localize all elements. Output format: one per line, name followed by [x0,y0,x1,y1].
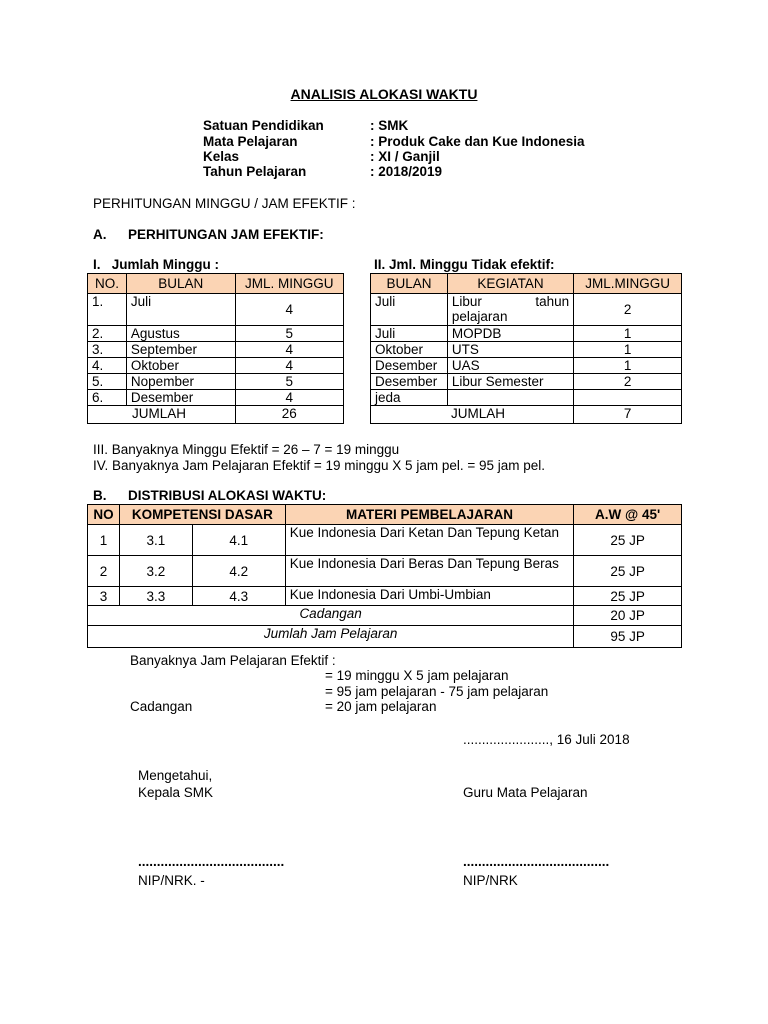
cell-kd3: 3.1 [119,525,192,556]
info-label-tahun: Tahun Pelajaran [203,164,307,179]
cell-jml: 1 [574,326,682,342]
summary-line3: = 95 jam pelajaran - 75 jam pelajaran [325,684,549,699]
table-row [371,326,682,342]
jumlah-value: 95 JP [574,626,682,648]
header-jml-minggu: JML. MINGGU [235,274,343,294]
cell-jml: 4 [235,390,343,406]
cell-kegiatan [447,390,573,406]
date-line: ......................., 16 Juli 2018 [463,732,630,747]
table2-heading: II. Jml. Minggu Tidak efektif: [374,257,555,272]
info-value-kelas: : XI / Ganjil [370,149,440,164]
summary-line2: = 19 minggu X 5 jam pelajaran [325,668,509,683]
cell-bulan: Desember [126,390,235,406]
table-row [88,525,682,556]
total-label: JUMLAH [371,406,574,424]
total-label: JUMLAH [88,406,236,424]
cell-jml: 4 [235,342,343,358]
perhitungan-heading: PERHITUNGAN MINGGU / JAM EFEKTIF : [93,196,356,211]
info-value-satuan: : SMK [370,118,409,133]
left-signature-line: ....................................... [138,854,285,869]
cell-no: 1. [88,294,127,326]
header-no: NO. [88,274,127,294]
distribusi-table [87,504,682,648]
cell-bulan: Oktober [126,358,235,374]
header-materi: MATERI PEMBELAJARAN [285,505,573,525]
header-bulan: BULAN [126,274,235,294]
cell-bulan: Desember [371,358,448,374]
info-label-satuan: Satuan Pendidikan [203,118,324,133]
jumlah-row [88,626,682,648]
total-value: 7 [574,406,682,424]
cell-aw: 25 JP [574,587,682,606]
cell-jml: 4 [235,294,343,326]
cell-bulan: Juli [371,294,448,326]
left-nip: NIP/NRK. - [138,873,205,888]
cell-aw: 25 JP [574,556,682,587]
info-label-kelas: Kelas [203,149,240,164]
cell-jml: 2 [574,374,682,390]
table-row [371,358,682,374]
cell-kd3: 3.2 [119,556,192,587]
cell-materi: Kue Indonesia Dari Beras Dan Tepung Beras [285,556,573,587]
header-bulan: BULAN [371,274,448,294]
mengetahui-label: Mengetahui, [138,768,213,783]
cell-bulan: Juli [371,326,448,342]
cell-kegiatan: UAS [447,358,573,374]
header-kegiatan: KEGIATAN [447,274,573,294]
jam-efektif-line: IV. Banyaknya Jam Pelajaran Efektif = 19 minggu X 5 jam pel. = 95 jam pel. [93,458,546,473]
cell-kegiatan: Libur tahun pelajaran [447,294,573,326]
cell-jml: 2 [574,294,682,326]
guru-label: Guru Mata Pelajaran [463,785,588,800]
cell-materi: Kue Indonesia Dari Umbi-Umbian [285,587,573,606]
total-value: 26 [235,406,343,424]
table-row [371,342,682,358]
cell-no: 5. [88,374,127,390]
table-row [88,294,344,326]
cell-kegiatan: Libur Semester [447,374,573,390]
section-b-number: B. [93,488,107,503]
minggu-efektif-line: III. Banyaknya Minggu Efektif = 26 – 7 = 19 minggu [93,442,400,457]
total-row [88,406,344,424]
cell-bulan: Nopember [126,374,235,390]
table-row [88,326,344,342]
cell-no: 3. [88,342,127,358]
cell-no: 1 [88,525,120,556]
cell-materi: Kue Indonesia Dari Ketan Dan Tepung Ketan [285,525,573,556]
cell-kegiatan: UTS [447,342,573,358]
cell-kd4: 4.3 [192,587,285,606]
cell-no: 2 [88,556,120,587]
cell-bulan: September [126,342,235,358]
cell-jml: 5 [235,374,343,390]
table-row [88,358,344,374]
info-value-mapel: : Produk Cake dan Kue Indonesia [370,134,585,149]
section-b-title: DISTRIBUSI ALOKASI WAKTU: [128,488,327,503]
info-value-tahun: : 2018/2019 [370,164,443,179]
right-nip: NIP/NRK [463,873,518,888]
table-row [88,587,682,606]
table-row [371,294,682,326]
table-row [88,342,344,358]
cell-bulan: jeda [371,390,448,406]
section-a-title: PERHITUNGAN JAM EFEKTIF: [128,227,324,242]
table-row [371,390,682,406]
table1-heading: I. Jumlah Minggu : [93,257,219,272]
cell-kd4: 4.2 [192,556,285,587]
cell-kegiatan: MOPDB [447,326,573,342]
info-label-mapel: Mata Pelajaran [203,134,298,149]
cell-aw: 25 JP [574,525,682,556]
jumlah-minggu-table [87,273,344,424]
table-row [88,556,682,587]
cell-bulan: Agustus [126,326,235,342]
table-row [88,374,344,390]
cell-jml [574,390,682,406]
cell-no: 3 [88,587,120,606]
cell-kd3: 3.3 [119,587,192,606]
summary-line1: Banyaknya Jam Pelajaran Efektif : [130,653,336,668]
jumlah-label: Jumlah Jam Pelajaran [88,626,574,648]
cell-jml: 5 [235,326,343,342]
cell-no: 4. [88,358,127,374]
right-signature-line: ....................................... [463,854,610,869]
cell-jml: 1 [574,342,682,358]
cell-bulan: Juli [126,294,235,326]
cadangan-row [88,606,682,626]
total-row [371,406,682,424]
page-title: ANALISIS ALOKASI WAKTU [290,86,478,102]
cell-no: 6. [88,390,127,406]
header-kompetensi: KOMPETENSI DASAR [119,505,285,525]
cell-jml: 4 [235,358,343,374]
header-jml-minggu: JML.MINGGU [574,274,682,294]
cell-no: 2. [88,326,127,342]
cell-bulan: Oktober [371,342,448,358]
cadangan-label: Cadangan [88,606,574,626]
cell-jml: 1 [574,358,682,374]
section-a-number: A. [93,227,107,242]
cell-kd4: 4.1 [192,525,285,556]
kepala-smk-label: Kepala SMK [138,785,214,800]
summary-cadangan-label: Cadangan [130,699,193,714]
cell-bulan: Desember [371,374,448,390]
table-row [371,374,682,390]
cadangan-value: 20 JP [574,606,682,626]
summary-cadangan-value: = 20 jam pelajaran [325,699,437,714]
table-row [88,390,344,406]
header-aw: A.W @ 45' [574,505,682,525]
minggu-tidak-efektif-table [370,273,682,424]
header-no: NO [88,505,120,525]
